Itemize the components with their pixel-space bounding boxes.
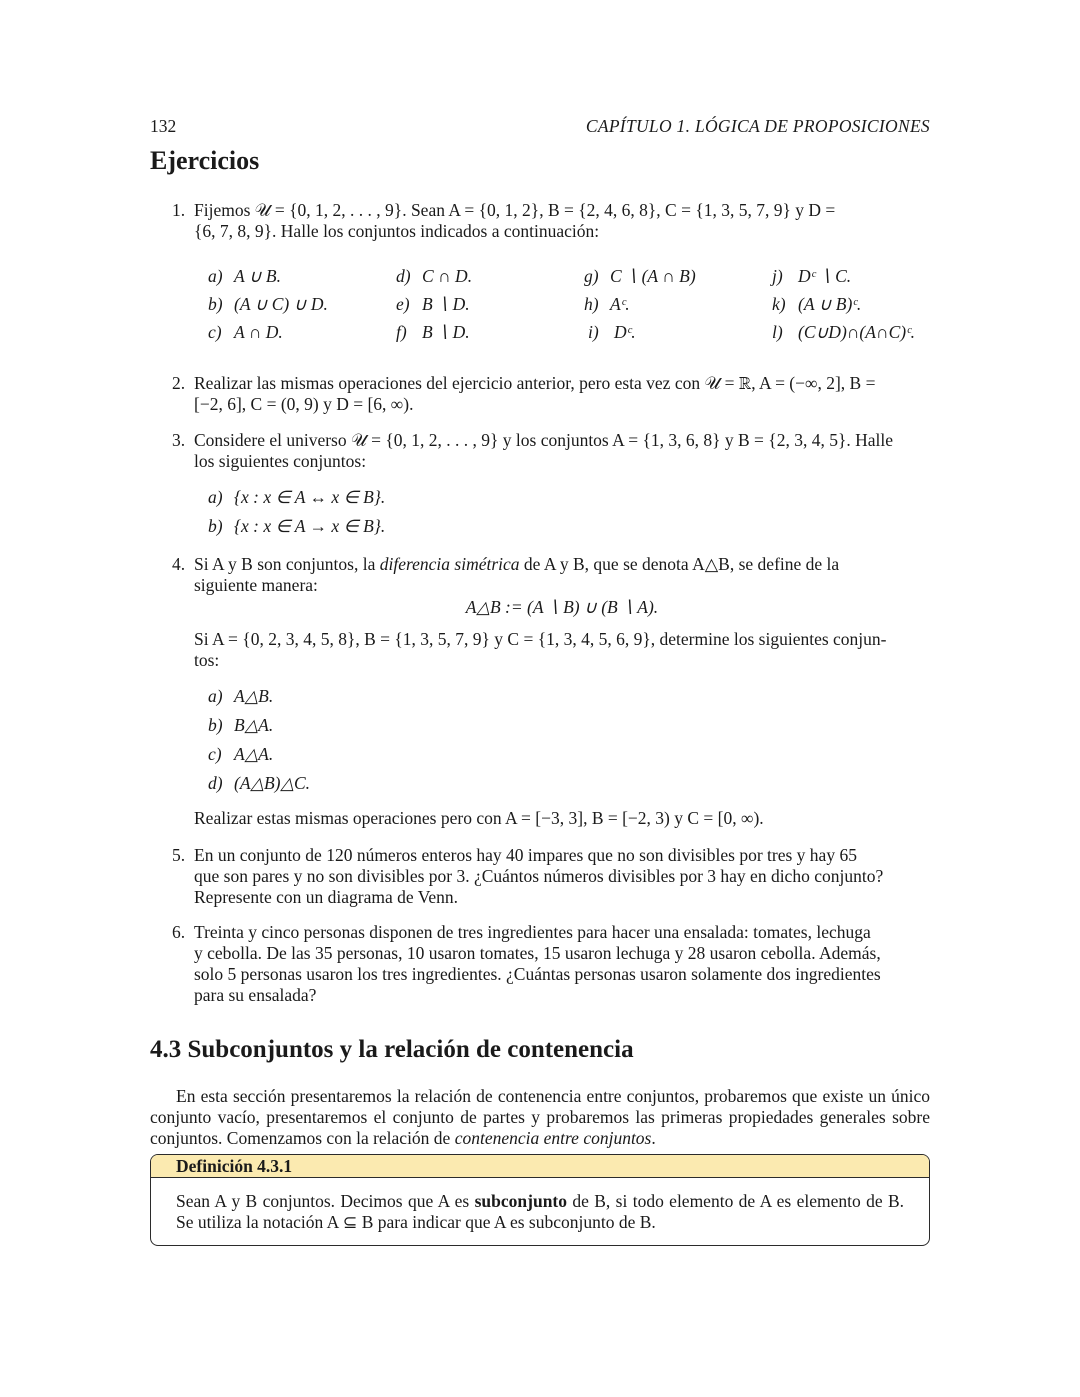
exercise-text-line: Realizar estas mismas operaciones pero con A = [−3, 3], B = [−2, 3) y C = [0, ∞). bbox=[194, 808, 764, 828]
page-number: 132 bbox=[150, 116, 177, 136]
exercise-number: 1. bbox=[172, 200, 186, 220]
list-item: a) A ∪ B. bbox=[208, 266, 281, 286]
exercise-text-line: los siguientes conjuntos: bbox=[194, 451, 367, 471]
list-item: j) Dᶜ ∖ C. bbox=[772, 266, 852, 286]
list-item: d) (A△B)△C. bbox=[208, 773, 310, 793]
defined-term: subconjunto bbox=[474, 1191, 568, 1211]
exercise-text-line: En un conjunto de 120 números enteros hay 40 impares que no son divisibles por tres y hay 65 bbox=[194, 845, 857, 865]
exercise-text-line: Considere el universo 𝒰 = {0, 1, 2, . . . , 9} y los conjuntos A = {1, 3, 6, 8} y B = {2, 3, 4, 5}. Halle bbox=[194, 430, 893, 450]
exercise-text-line: Treinta y cinco personas disponen de tres ingredientes para hacer una ensalada: tomates, lechuga bbox=[194, 922, 871, 942]
list-item: h) Aᶜ. bbox=[584, 294, 630, 314]
exercise-text-line: Fijemos 𝒰 = {0, 1, 2, . . . , 9}. Sean A = {0, 1, 2}, B = {2, 4, 6, 8}, C = {1, 3, 5, 7, 9} y D = bbox=[194, 200, 836, 220]
list-item: c) A△A. bbox=[208, 744, 274, 764]
section-intro: En esta sección presentaremos la relación de contenencia entre conjuntos, probaremos que existe un único conjunto vacío, presentaremos el conjunto de partes y probaremos las primeras propiedades generales sobre conjuntos. Comenzamos con la relación de contenencia entre conjuntos. bbox=[150, 1086, 930, 1148]
chapter-title: CAPÍTULO 1. LÓGICA DE PROPOSICIONES bbox=[585, 116, 930, 136]
exercise-text-line: siguiente manera: bbox=[194, 575, 318, 595]
exercise-text-line: solo 5 personas usaron los tres ingredientes. ¿Cuántas personas usaron solamente dos ingredientes bbox=[194, 964, 881, 984]
exercise-text-line: Realizar las mismas operaciones del ejercicio anterior, pero esta vez con 𝒰 = ℝ, A = (−∞, 2], B = bbox=[194, 373, 876, 393]
running-header bbox=[150, 116, 930, 138]
list-item: l) (C∪D)∩(A∩C)ᶜ. bbox=[772, 322, 916, 342]
exercise-1 bbox=[172, 200, 930, 242]
exercise-4 bbox=[172, 554, 930, 596]
exercise-text-line: que son pares y no son divisibles por 3. ¿Cuántos números divisibles por 3 hay en dicho conjunto? bbox=[194, 866, 884, 886]
exercise-text-line: {6, 7, 8, 9}. Halle los conjuntos indicados a continuación: bbox=[194, 221, 600, 241]
exercise-number: 5. bbox=[172, 845, 186, 865]
list-item: b) {x : x ∈ A → x ∈ B}. bbox=[208, 516, 386, 536]
exercise-2 bbox=[172, 373, 930, 415]
list-item: a) {x : x ∈ A ↔ x ∈ B}. bbox=[208, 487, 386, 507]
exercise-text-line: Si A y B son conjuntos, la diferencia simétrica de A y B, que se denota A△B, se define de la bbox=[194, 554, 840, 574]
list-item: a) A△B. bbox=[208, 686, 274, 706]
list-item: g) C ∖ (A ∩ B) bbox=[584, 266, 696, 286]
exercise-text-line: tos: bbox=[194, 650, 220, 670]
exercise-4-continued bbox=[172, 629, 930, 671]
list-item: k) (A ∪ B)ᶜ. bbox=[772, 294, 862, 314]
exercise-number: 6. bbox=[172, 922, 186, 942]
definition-box bbox=[150, 1154, 930, 1246]
exercise-text-line: y cebolla. De las 35 personas, 10 usaron tomates, 15 usaron lechuga y 28 usaron cebolla. Además, bbox=[194, 943, 881, 963]
emphasized-term: contenencia entre conjuntos bbox=[454, 1128, 652, 1148]
exercise-6 bbox=[172, 922, 930, 1006]
exercise-number: 3. bbox=[172, 430, 186, 450]
exercise-5 bbox=[172, 845, 930, 908]
display-formula: A△B := (A ∖ B) ∪ (B ∖ A). bbox=[465, 597, 659, 617]
list-item: i) Dᶜ. bbox=[588, 322, 636, 342]
list-item: c) A ∩ D. bbox=[208, 322, 283, 342]
exercise-text-line: Si A = {0, 2, 3, 4, 5, 8}, B = {1, 3, 5, 7, 9} y C = {1, 3, 4, 5, 6, 9}, determine los siguientes conjun- bbox=[194, 629, 887, 649]
list-item: b) (A ∪ C) ∪ D. bbox=[208, 294, 328, 314]
exercise-4-closing bbox=[172, 808, 930, 829]
list-item: d) C ∩ D. bbox=[396, 266, 473, 286]
exercise-text-line: Represente con un diagrama de Venn. bbox=[194, 887, 459, 907]
list-item: e) B ∖ D. bbox=[396, 294, 470, 314]
exercise-3 bbox=[172, 430, 930, 472]
exercise-text-line: para su ensalada? bbox=[194, 985, 317, 1005]
definition-title: Definición 4.3.1 bbox=[151, 1155, 929, 1178]
emphasized-term: diferencia simétrica bbox=[379, 554, 520, 574]
section-title: 4.3 Subconjuntos y la relación de contenencia bbox=[150, 1036, 634, 1063]
list-item: b) B△A. bbox=[208, 715, 274, 735]
exercise-number: 2. bbox=[172, 373, 186, 393]
exercise-text-line: [−2, 6], C = (0, 9) y D = [6, ∞). bbox=[194, 394, 414, 414]
definition-body: Sean A y B conjuntos. Decimos que A es subconjunto de B, si todo elemento de A es elemento de B. Se utiliza la notación A ⊆ B para indicar que A es subconjunto de B. bbox=[176, 1191, 904, 1232]
exercises-heading: Ejercicios bbox=[150, 146, 260, 175]
list-item: f) B ∖ D. bbox=[396, 322, 470, 342]
exercise-number: 4. bbox=[172, 554, 186, 574]
